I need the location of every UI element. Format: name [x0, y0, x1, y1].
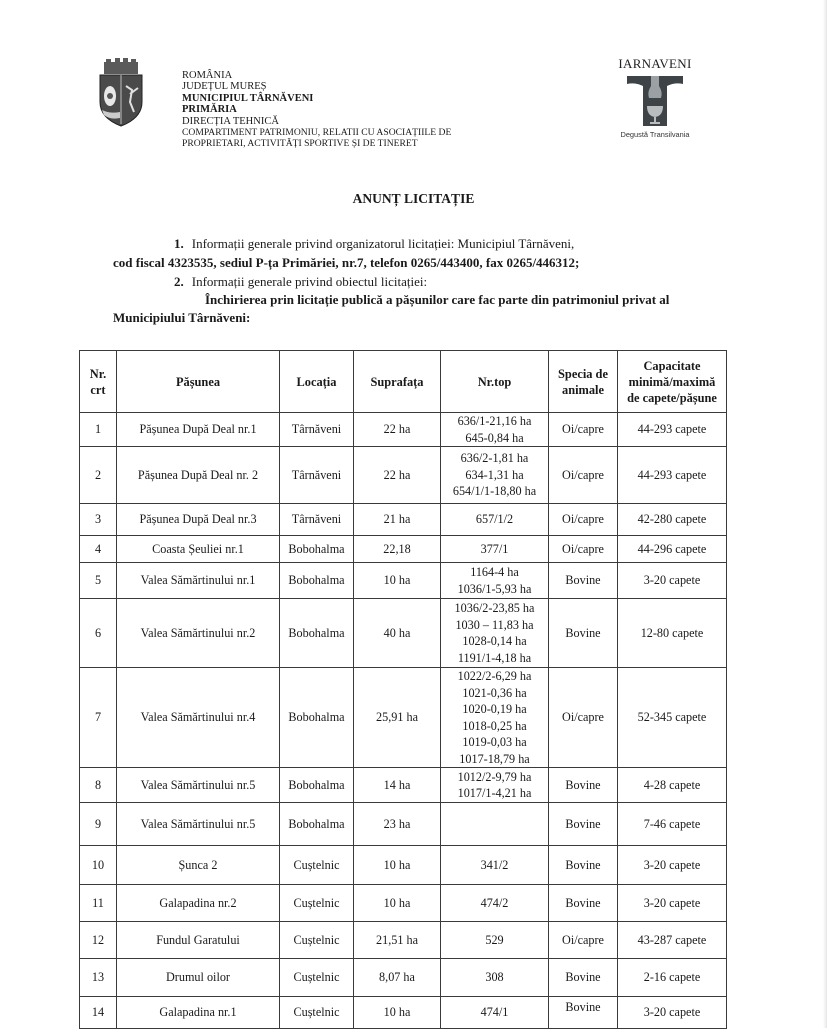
cell-suprafata: 22,18	[354, 536, 441, 563]
cell-nrtop	[441, 668, 549, 768]
nrtop-entry: 1028-0,14 ha	[462, 634, 527, 648]
nrtop-entry: 1191/1-4,18 ha	[457, 650, 532, 665]
cell-suprafata: 22 ha	[354, 413, 441, 447]
table-row	[80, 922, 727, 959]
cell-nrtop	[441, 563, 549, 599]
table-row	[80, 768, 727, 803]
cell-capacitate: 2-16 capete	[618, 959, 727, 997]
header-text-line: crt	[90, 382, 106, 397]
cell-specia: Bovine	[549, 959, 618, 997]
nrtop-entry: 636/2-1,81 ha	[460, 451, 529, 466]
header-text-line: Capacitate	[643, 358, 701, 373]
cell-nrtop	[441, 768, 549, 803]
cell-specia: Bovine	[549, 997, 618, 1029]
nrtop-entry: 636/1-21,16 ha	[457, 414, 532, 428]
header-locatia	[280, 351, 354, 413]
cell-capacitate: 3-20 capete	[618, 885, 727, 922]
header-nr-top	[441, 351, 549, 413]
cell-locatie: Târnăveni	[280, 504, 354, 536]
nrtop-entry: 529	[485, 932, 504, 947]
header-directorate: DIRECȚIA TEHNICĂ	[182, 115, 279, 127]
cell-nrtop	[441, 846, 549, 885]
cell-nr: 2	[80, 447, 117, 504]
nrtop-entry: 1030 – 11,83 ha	[455, 617, 534, 632]
table-row	[80, 803, 727, 846]
cell-suprafata: 14 ha	[354, 768, 441, 803]
cell-capacitate: 44-293 capete	[618, 447, 727, 504]
nrtop-entry: 1164-4 ha	[470, 565, 519, 579]
logo-name: IARNAVENI	[618, 56, 692, 71]
table-row	[80, 504, 727, 536]
organizer-contact: cod fiscal 4323535, sediul P-ța Primăriei, nr.7, telefon 0265/443400, fax 0265/446312;	[113, 255, 580, 270]
cell-locatie: Cuștelnic	[280, 922, 354, 959]
cell-capacitate: 12-80 capete	[618, 599, 727, 668]
cell-specia: Oi/capre	[549, 504, 618, 536]
cell-nr: 5	[80, 563, 117, 599]
nrtop-entry: 474/2	[480, 895, 509, 910]
table-row	[80, 997, 727, 1029]
header-county: JUDEȚUL MUREȘ	[182, 81, 267, 93]
cell-capacitate: 7-46 capete	[618, 803, 727, 846]
cell-nrtop	[441, 922, 549, 959]
cell-nrtop	[441, 599, 549, 668]
cell-specia: Bovine	[549, 846, 618, 885]
table-row	[80, 563, 727, 599]
table-row	[80, 536, 727, 563]
auction-object-line1: Închirierea prin licitație publică a pășunilor care fac parte din patrimoniul privat al	[205, 292, 670, 307]
cell-nrtop	[441, 997, 549, 1029]
cell-specia: Oi/capre	[549, 668, 618, 768]
cell-suprafata: 10 ha	[354, 563, 441, 599]
cell-suprafata: 8,07 ha	[354, 959, 441, 997]
pastures-table	[79, 350, 727, 1029]
cell-suprafata: 21,51 ha	[354, 922, 441, 959]
cell-suprafata: 22 ha	[354, 447, 441, 504]
cell-pasune: Drumul oilor	[117, 959, 280, 997]
cell-locatie: Cuștelnic	[280, 959, 354, 997]
nrtop-entry: 1017/1-4,21 ha	[457, 786, 532, 800]
cell-pasune: Valea Sămărtinului nr.4	[117, 668, 280, 768]
logo-tagline: Degustă Transilvania	[620, 130, 690, 139]
cell-capacitate: 42-280 capete	[618, 504, 727, 536]
cell-locatie: Cuștelnic	[280, 885, 354, 922]
cell-capacitate: 3-20 capete	[618, 846, 727, 885]
cell-pasune: Valea Sămărtinului nr.1	[117, 563, 280, 599]
cell-capacitate: 44-296 capete	[618, 536, 727, 563]
cell-suprafata: 21 ha	[354, 504, 441, 536]
nrtop-entry: 1012/2-9,79 ha	[457, 769, 532, 784]
table-row	[80, 447, 727, 504]
cell-capacitate: 3-20 capete	[618, 563, 727, 599]
cell-nr: 8	[80, 768, 117, 803]
cell-pasune: Pășunea După Deal nr.1	[117, 413, 280, 447]
cell-capacitate: 44-293 capete	[618, 413, 727, 447]
cell-locatie: Bobohalma	[280, 563, 354, 599]
header-nr-crt	[80, 351, 117, 413]
table-row	[80, 599, 727, 668]
nrtop-entry: 1022/2-6,29 ha	[457, 669, 532, 683]
header-text-line: Nr.top	[477, 374, 512, 389]
cell-specia: Oi/capre	[549, 922, 618, 959]
cell-nrtop	[441, 803, 549, 846]
nrtop-entry: 645-0,84 ha	[465, 430, 524, 445]
cell-locatie: Târnăveni	[280, 413, 354, 447]
header-city-hall: PRIMĂRIA	[182, 104, 237, 116]
section-2-number: 2.	[174, 274, 184, 289]
section-1	[174, 236, 574, 252]
section-1-text: Informații generale privind organizatorul licitației: Municipiul Târnăveni,	[191, 236, 575, 251]
cell-specia: Bovine	[549, 803, 618, 846]
cell-nr: 6	[80, 599, 117, 668]
header-text-line: Nr.	[89, 366, 107, 381]
document-title: ANUNȚ LICITAȚIE	[352, 191, 475, 206]
scan-edge-shadow	[823, 0, 827, 1028]
cell-locatie: Cuștelnic	[280, 846, 354, 885]
cell-capacitate: 3-20 capete	[618, 997, 727, 1029]
nrtop-entry: 474/1	[480, 1005, 509, 1020]
nrtop-entry: 1036/2-23,85 ha	[454, 601, 535, 615]
cell-suprafata: 10 ha	[354, 997, 441, 1029]
header-country: ROMÂNIA	[182, 70, 233, 81]
cell-suprafata: 10 ha	[354, 846, 441, 885]
cell-locatie: Bobohalma	[280, 803, 354, 846]
table-row	[80, 413, 727, 447]
nrtop-entry: 1020-0,19 ha	[462, 702, 527, 716]
nrtop-entry: 341/2	[480, 857, 509, 872]
cell-nr: 1	[80, 413, 117, 447]
header-text-line: Pășunea	[175, 374, 221, 389]
cell-nrtop	[441, 536, 549, 563]
cell-locatie: Bobohalma	[280, 599, 354, 668]
cell-nrtop	[441, 959, 549, 997]
nrtop-entry: 657/1/2	[475, 512, 514, 527]
cell-locatie: Bobohalma	[280, 536, 354, 563]
header-pasunea	[117, 351, 280, 413]
nrtop-entry: 1017-18,79 ha	[459, 751, 530, 766]
cell-locatie: Cuștelnic	[280, 997, 354, 1029]
section-2-text: Informații generale privind obiectul licitației:	[191, 274, 428, 289]
cell-specia: Bovine	[549, 768, 618, 803]
section-2	[174, 274, 427, 290]
cell-locatie: Târnăveni	[280, 447, 354, 504]
cell-pasune: Pășunea După Deal nr.3	[117, 504, 280, 536]
header-department-line2: PROPRIETARI, ACTIVITĂȚI SPORTIVE ȘI DE TINERET	[182, 138, 418, 150]
cell-capacitate: 52-345 capete	[618, 668, 727, 768]
cell-specia: Oi/capre	[549, 447, 618, 504]
cell-nr: 4	[80, 536, 117, 563]
header-text-line: de capete/pășune	[627, 390, 717, 405]
cell-specia: Bovine	[549, 885, 618, 922]
nrtop-entry: 654/1/1-18,80 ha	[452, 484, 537, 499]
header-suprafata	[354, 351, 441, 413]
table-row	[80, 959, 727, 997]
nrtop-entry: 634-1,31 ha	[465, 467, 524, 482]
city-brand-logo	[590, 56, 720, 142]
header-municipality: MUNICIPIUL TÂRNĂVENI	[182, 92, 314, 104]
cell-suprafata: 25,91 ha	[354, 668, 441, 768]
cell-nrtop	[441, 885, 549, 922]
cell-suprafata: 40 ha	[354, 599, 441, 668]
cell-locatie: Bobohalma	[280, 768, 354, 803]
cell-pasune: Galapadina nr.2	[117, 885, 280, 922]
cell-nr: 12	[80, 922, 117, 959]
cell-pasune: Fundul Garatului	[117, 922, 280, 959]
auction-object-line2: Municipiului Târnăveni:	[113, 310, 251, 325]
cell-pasune: Șunca 2	[117, 846, 280, 885]
table-row	[80, 846, 727, 885]
cell-capacitate: 43-287 capete	[618, 922, 727, 959]
cell-capacitate: 4-28 capete	[618, 768, 727, 803]
cell-suprafata: 23 ha	[354, 803, 441, 846]
section-1-number: 1.	[174, 236, 184, 251]
nrtop-entry: 1021-0,36 ha	[462, 685, 527, 700]
header-department-line1: COMPARTIMENT PATRIMONIU, RELATII CU ASOCIAȚIILE DE	[182, 127, 452, 139]
cell-nr: 7	[80, 668, 117, 768]
header-capacitate	[618, 351, 727, 413]
nrtop-entry: 308	[485, 970, 504, 985]
nrtop-entry: 1018-0,25 ha	[462, 718, 527, 733]
cell-nrtop	[441, 504, 549, 536]
header-text-line: Specia de	[558, 366, 608, 381]
header-text-line: Suprafața	[370, 374, 424, 389]
table-header-row	[80, 351, 727, 413]
header-text-line: Locația	[296, 374, 337, 389]
cell-nr: 3	[80, 504, 117, 536]
cell-pasune: Valea Sămărtinului nr.2	[117, 599, 280, 668]
table-row	[80, 885, 727, 922]
cell-pasune: Pășunea După Deal nr. 2	[117, 447, 280, 504]
nrtop-entry: 1036/1-5,93 ha	[457, 581, 532, 596]
cell-nr: 13	[80, 959, 117, 997]
institution-header	[182, 70, 451, 150]
cell-specia: Bovine	[549, 599, 618, 668]
cell-specia: Oi/capre	[549, 536, 618, 563]
cell-pasune: Galapadina nr.1	[117, 997, 280, 1029]
cell-pasune: Valea Sămărtinului nr.5	[117, 803, 280, 846]
cell-nrtop	[441, 413, 549, 447]
cell-pasune: Coasta Șeuliei nr.1	[117, 536, 280, 563]
cell-locatie: Bobohalma	[280, 668, 354, 768]
cell-nrtop	[441, 447, 549, 504]
coat-of-arms-icon	[96, 58, 146, 128]
table-row	[80, 668, 727, 768]
header-text-line: animale	[562, 382, 604, 397]
header-specia	[549, 351, 618, 413]
cell-nr: 14	[80, 997, 117, 1029]
nrtop-entry: 1019-0,03 ha	[462, 735, 527, 749]
cell-suprafata: 10 ha	[354, 885, 441, 922]
nrtop-entry: 377/1	[480, 541, 509, 556]
cell-specia: Oi/capre	[549, 413, 618, 447]
cell-pasune: Valea Sămărtinului nr.5	[117, 768, 280, 803]
cell-specia: Bovine	[549, 563, 618, 599]
cell-nr: 11	[80, 885, 117, 922]
cell-nr: 9	[80, 803, 117, 846]
header-text-line: minimă/maximă	[628, 374, 716, 389]
wine-bottle-glass-T-icon	[625, 74, 685, 128]
cell-nr: 10	[80, 846, 117, 885]
